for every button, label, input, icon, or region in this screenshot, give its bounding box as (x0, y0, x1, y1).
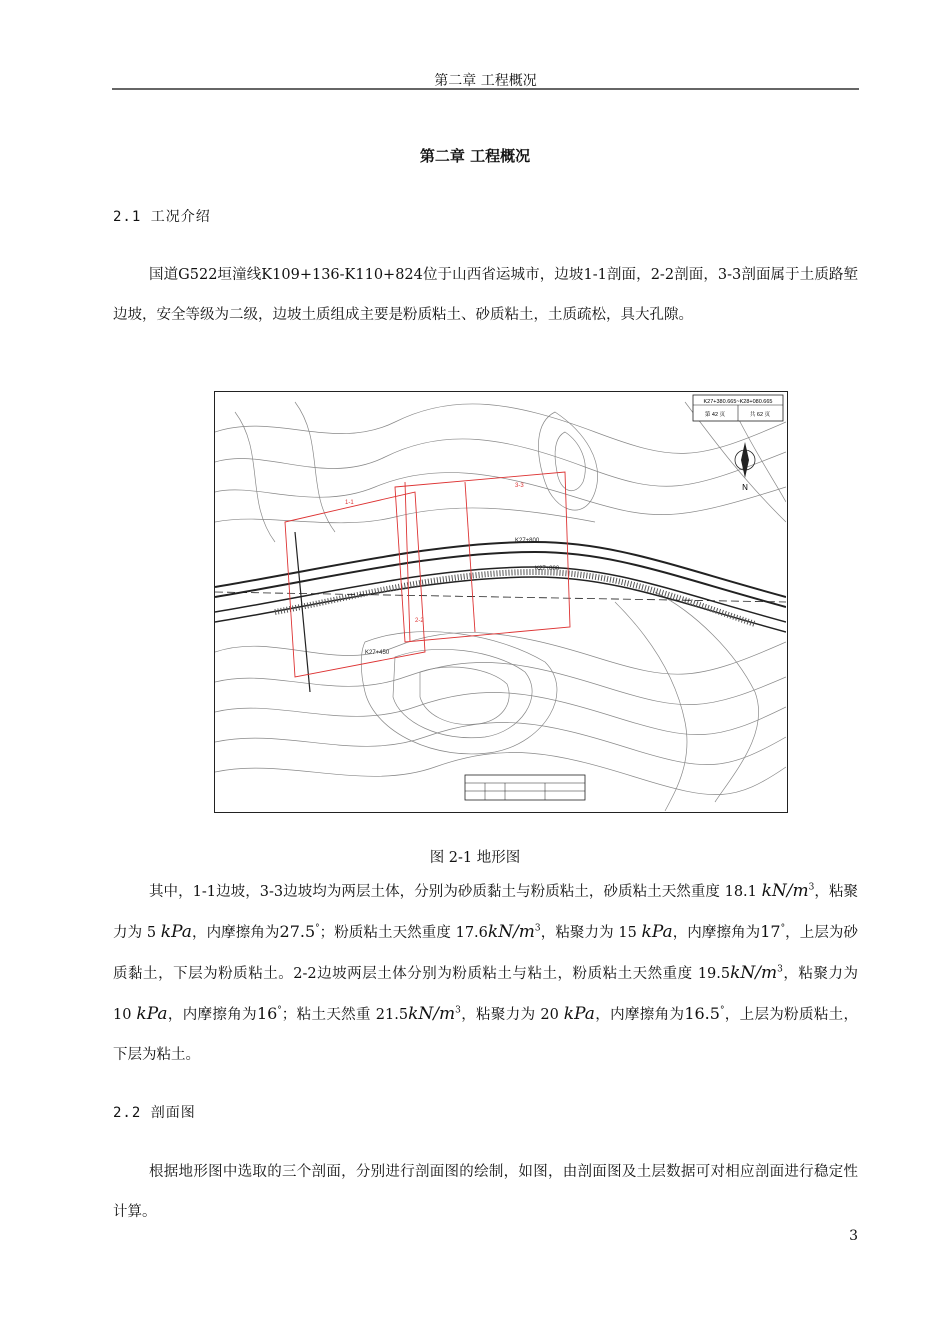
soil-text-13: ，上层为粉质粘土，下层为粘土。 (113, 1007, 859, 1063)
section-heading-2-1: 2.1 工况介绍 (113, 209, 211, 225)
figure-caption: 图 2-1 地形图 (429, 850, 521, 866)
soil-text-2: ，粘聚力为 5 (113, 884, 859, 941)
soil-text-9: ，内摩擦角为 (167, 1007, 257, 1023)
soil-parameters-paragraph (113, 871, 858, 1075)
coordinate-table (465, 775, 585, 800)
section-label-2: 2-2 (415, 618, 424, 624)
soil-text-6: ，内摩擦角为 (672, 925, 761, 941)
section-label-1: 1-1 (345, 500, 354, 506)
north-arrow-icon (735, 442, 755, 492)
soil-text-1: 其中，1-1边坡，3-3边坡均为两层土体，分别为砂质黏土与粉质粘土，砂质粘土天然重度 18.1 (149, 884, 757, 900)
unit-kpa-2: kPa (641, 922, 673, 942)
intro-paragraph: 国道G522垣潼线K109+136-K110+824位于山西省运城市，边坡1-1剖面，2-2剖面，3-3剖面属于土质路堑边坡，安全等级为二级，边坡土质组成主要是粉质粘土、砂质粘土，土质疏松，具大孔隙。 (113, 267, 858, 323)
topographic-map-figure (214, 391, 788, 813)
unit-weight-4: $kN/m^3$ (408, 1004, 461, 1024)
header-rule (112, 88, 859, 90)
page-number: 3 (849, 1228, 858, 1244)
station-label-2: K27+800 (515, 538, 540, 544)
soil-text-5: ，粘聚力为 15 (540, 925, 642, 941)
title-block-total: 共 62 页 (749, 412, 771, 418)
soil-text-8: ，粘聚力为 10 (113, 966, 859, 1023)
soil-text-7: ，上层为砂质黏土，下层为粉质粘土。2-2边坡两层土体分别为粉质粘土与粘土，粉质粘土天然重度 19.5 (113, 925, 859, 982)
running-header: 第二章 工程概况 (434, 73, 537, 89)
unit-kpa-4: kPa (563, 1004, 595, 1024)
title-block-page: 第 42 页 (704, 412, 726, 418)
unit-kpa-3: kPa (136, 1004, 168, 1024)
unit-weight-2: $kN/m^3$ (487, 922, 541, 942)
soil-text-4: ；粉质粘土天然重度 17.6 (319, 925, 488, 941)
title-block (693, 395, 783, 421)
section-drawing-paragraph: 根据地形图中选取的三个剖面，分别进行剖面图的绘制，如图，由剖面图及土层数据可对相应剖面进行稳定性计算。 (113, 1164, 858, 1220)
station-label-3: K27+880 (535, 566, 560, 572)
section-label-3: 3-3 (515, 483, 524, 489)
north-label: N (742, 483, 748, 492)
friction-angle-2: 17° (760, 922, 786, 941)
unit-kpa-1: kPa (160, 922, 192, 942)
soil-text-3: ，内摩擦角为 (191, 925, 280, 941)
friction-angle-3: 16° (256, 1004, 282, 1023)
friction-angle-4: 16.5° (684, 1004, 725, 1023)
soil-text-11: ，粘聚力为 20 (460, 1007, 564, 1023)
unit-weight-3: $kN/m^3$ (730, 963, 783, 983)
topographic-map-drawing (215, 392, 786, 811)
title-block-range: K27+380.665~K28+080.665 (703, 399, 773, 405)
chapter-title: 第二章 工程概况 (419, 147, 531, 165)
station-label-1: K27+450 (365, 650, 390, 656)
friction-angle-1: 27.5° (279, 922, 320, 941)
soil-text-10: ；粘土天然重 21.5 (281, 1007, 409, 1023)
unit-weight-1: $kN/m^3$ (761, 881, 815, 901)
section-heading-2-2: 2.2 剖面图 (113, 1105, 196, 1121)
soil-text-12: ，内摩擦角为 (594, 1007, 685, 1023)
